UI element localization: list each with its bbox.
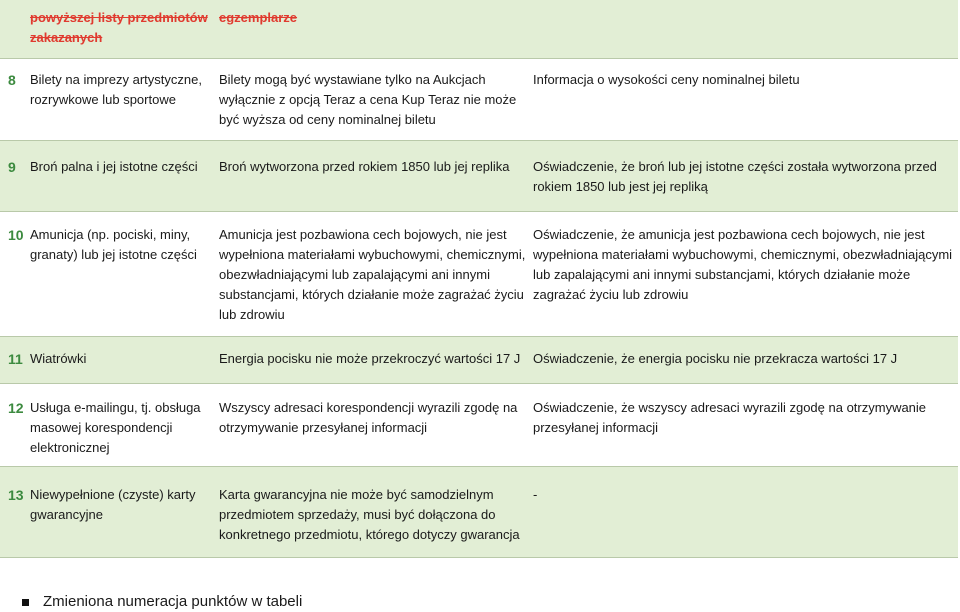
row-number: 8 [8, 72, 16, 88]
condition-cell: Energia pocisku nie może przekroczyć wartości 17 J [219, 351, 521, 366]
required-cell: - [533, 487, 538, 502]
condition-cell: Wszyscy adresaci korespondencji wyrazili zgodę na otrzymywanie przesyłanej informacji [219, 400, 518, 435]
table-row [0, 212, 958, 337]
required-cell: Oświadczenie, że energia pocisku nie przekracza wartości 17 J [533, 351, 898, 366]
footer-note [22, 592, 302, 612]
header-row [0, 0, 958, 59]
footer-note-text: Zmieniona numeracja punktów w tabeli [43, 593, 303, 610]
row-number: 11 [8, 351, 23, 367]
header-col1: powyższej listy przedmiotów zakazanych [30, 10, 208, 45]
table-row [0, 58, 958, 141]
item-cell: Amunicja (np. pociski, miny, granaty) lub jej istotne części [30, 227, 197, 262]
item-cell: Usługa e-mailingu, tj. obsługa masowej korespondencji elektronicznej [30, 400, 201, 455]
table-row [0, 467, 958, 558]
required-cell: Oświadczenie, że broń lub jej istotne części została wytworzona przed rokiem 1850 lub jest jej repliką [533, 159, 937, 194]
header-col2: egzemplarze [219, 10, 298, 25]
condition-cell: Broń wytworzona przed rokiem 1850 lub jej replika [219, 159, 510, 174]
table-row [0, 384, 958, 467]
row-number: 12 [8, 400, 24, 416]
required-cell: Informacja o wysokości ceny nominalnej biletu [533, 72, 800, 87]
condition-cell: Karta gwarancyjna nie może być samodzielnym przedmiotem sprzedaży, musi być dołączona do konkretnego przedmiotu, którego dotyczy gwarancja [219, 487, 520, 542]
row-number: 9 [8, 159, 16, 175]
required-cell: Oświadczenie, że wszyscy adresaci wyrazili zgodę na otrzymywanie przesyłanej informacji [533, 400, 927, 435]
required-cell: Oświadczenie, że amunicja jest pozbawiona cech bojowych, nie jest wypełniona materiałami wybuchowymi, chemicznymi, obezwładniającymi lub zapalającymi ani innymi substancjami, których działanie może zagrażać życiu lub zdrowiu [533, 227, 953, 302]
square-bullet-icon [22, 599, 29, 606]
item-cell: Bilety na imprezy artystyczne, rozrywkowe lub sportowe [30, 72, 202, 107]
table-row [0, 337, 958, 384]
item-cell: Broń palna i jej istotne części [30, 159, 198, 174]
row-number: 10 [8, 227, 24, 243]
item-cell: Niewypełnione (czyste) karty gwarancyjne [30, 487, 196, 522]
item-cell: Wiatrówki [30, 351, 87, 366]
row-number: 13 [8, 487, 24, 503]
condition-cell: Amunicja jest pozbawiona cech bojowych, nie jest wypełniona materiałami wybuchowymi, chemicznymi, obezwładniającymi lub zapalającymi ani innymi substancjami, których działanie może zagrażać życiu lub zdrowiu [219, 227, 526, 322]
table-row [0, 141, 958, 212]
condition-cell: Bilety mogą być wystawiane tylko na Aukcjach wyłącznie z opcją Teraz a cena Kup Teraz nie może być wyższa od ceny nominalnej biletu [219, 72, 517, 127]
